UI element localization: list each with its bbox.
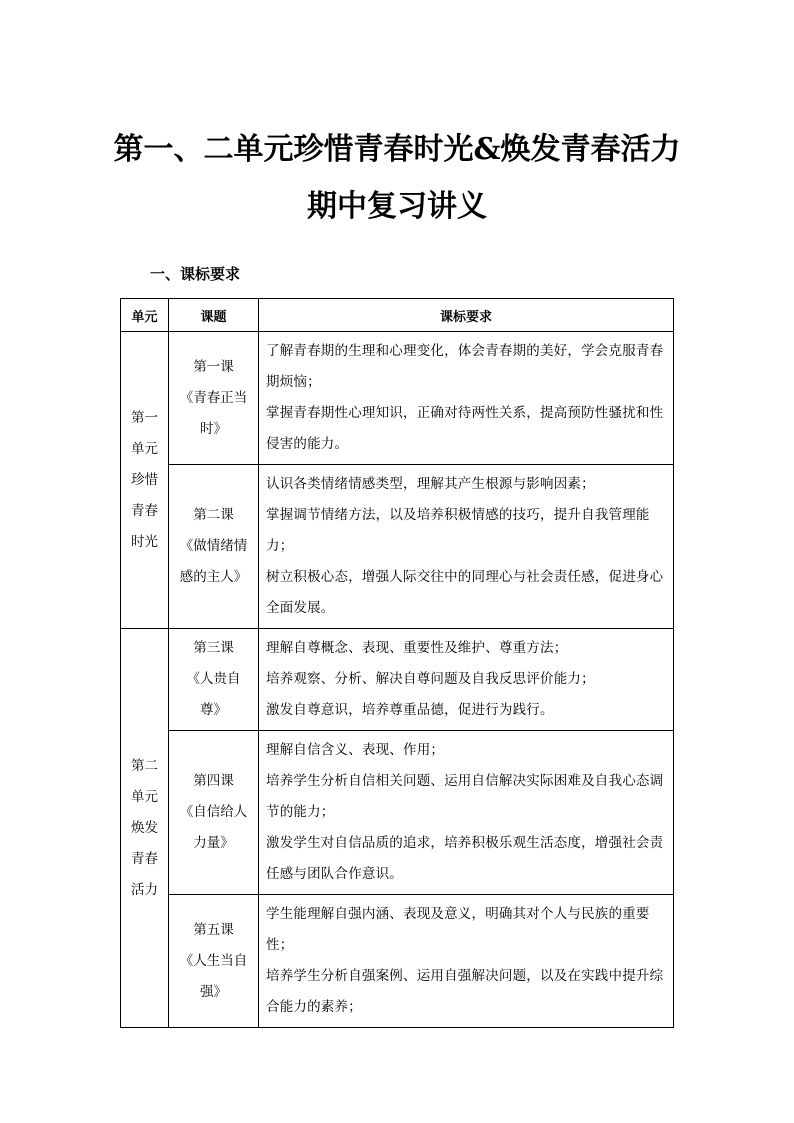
unit-text: 时光 bbox=[131, 533, 158, 550]
header-requirements: 课标要求 bbox=[259, 299, 674, 332]
lesson-cell bbox=[169, 629, 259, 731]
requirement-text: 了解青春期的生理和心理变化，体会青春期的美好，学会克服青春期烦恼； bbox=[266, 343, 664, 390]
requirements-cell bbox=[259, 629, 674, 731]
lesson-text: 《人贵自 bbox=[186, 671, 241, 687]
lesson-cell bbox=[169, 332, 259, 465]
lesson-cell bbox=[169, 731, 259, 895]
unit-text: 活力 bbox=[131, 881, 158, 898]
document-title-line-2: 期中复习讲义 bbox=[307, 189, 487, 224]
unit-text: 青春 bbox=[131, 850, 158, 867]
document-title-line-1: 第一、二单元珍惜青春时光&焕发青春活力 bbox=[113, 132, 681, 167]
lesson-text: 力量》 bbox=[193, 835, 234, 851]
lesson-text: 第一课 bbox=[193, 358, 234, 375]
unit-text: 单元 bbox=[131, 788, 158, 805]
requirement-text: 掌握青春期性心理知识，正确对待两性关系，提高预防性骚扰和性侵害的能力。 bbox=[266, 405, 664, 452]
requirement-text: 激发学生对自信品质的追求，培养积极乐观生活态度，增强社会责任感与团队合作意识。 bbox=[266, 835, 664, 882]
header-lesson: 课题 bbox=[169, 299, 259, 332]
lesson-text: 感的主人》 bbox=[179, 569, 248, 585]
requirement-text: 培养观察、分析、解决自尊问题及自我反思评价能力； bbox=[266, 671, 595, 687]
table-row bbox=[121, 895, 674, 1028]
table-row bbox=[121, 629, 674, 731]
requirement-text: 理解自信含义、表现、作用； bbox=[266, 742, 445, 758]
lesson-text: 《做情绪情 bbox=[179, 538, 248, 554]
requirements-cell bbox=[259, 731, 674, 895]
lesson-text: 《自信给人 bbox=[179, 804, 248, 820]
section-heading: 一、课标要求 bbox=[150, 265, 241, 283]
requirement-text: 培养学生分析自信相关问题、运用自信解决实际困难及自我心态调节的能力； bbox=[266, 773, 664, 820]
requirements-cell bbox=[259, 465, 674, 629]
lesson-text: 第五课 bbox=[193, 921, 234, 938]
unit-text: 单元 bbox=[131, 440, 158, 457]
requirement-text: 激发自尊意识，培养尊重品德，促进行为践行。 bbox=[266, 702, 554, 718]
lesson-text: 《青春正当 bbox=[179, 389, 248, 406]
lesson-cell bbox=[169, 465, 259, 629]
lesson-text: 强》 bbox=[200, 983, 227, 1000]
unit-text: 第一 bbox=[131, 409, 158, 426]
table-row bbox=[121, 332, 674, 465]
unit-text: 焕发 bbox=[131, 819, 158, 836]
lesson-text: 尊》 bbox=[200, 702, 227, 718]
unit-cell bbox=[121, 332, 169, 629]
lesson-text: 时》 bbox=[200, 420, 227, 437]
curriculum-table bbox=[120, 298, 674, 1028]
requirement-text: 认识各类情绪情感类型，理解其产生根源与影响因素； bbox=[266, 476, 595, 492]
requirement-text: 理解自尊概念、表现、重要性及维护、尊重方法； bbox=[266, 640, 568, 656]
requirement-text: 掌握调节情绪方法，以及培养积极情感的技巧，提升自我管理能力； bbox=[266, 507, 650, 554]
requirement-text: 树立积极心态，增强人际交往中的同理心与社会责任感，促进身心全面发展。 bbox=[266, 569, 664, 616]
header-unit: 单元 bbox=[121, 299, 169, 332]
table-row bbox=[121, 731, 674, 895]
lesson-text: 第二课 bbox=[193, 507, 234, 523]
lesson-text: 第三课 bbox=[193, 640, 234, 656]
unit-cell bbox=[121, 629, 169, 1028]
table-row bbox=[121, 465, 674, 629]
unit-text: 青春 bbox=[131, 502, 158, 519]
unit-text: 第二 bbox=[131, 757, 158, 774]
lesson-text: 《人生当自 bbox=[179, 952, 248, 969]
requirements-cell bbox=[259, 332, 674, 465]
requirement-text: 培养学生分析自强案例、运用自强解决问题，以及在实践中提升综合能力的素养； bbox=[266, 968, 664, 1015]
requirement-text: 学生能理解自强内涵、表现及意义，明确其对个人与民族的重要性； bbox=[266, 906, 650, 953]
lesson-text: 第四课 bbox=[193, 773, 234, 789]
lesson-cell bbox=[169, 895, 259, 1028]
unit-text: 珍惜 bbox=[131, 471, 158, 488]
requirements-cell bbox=[259, 895, 674, 1028]
